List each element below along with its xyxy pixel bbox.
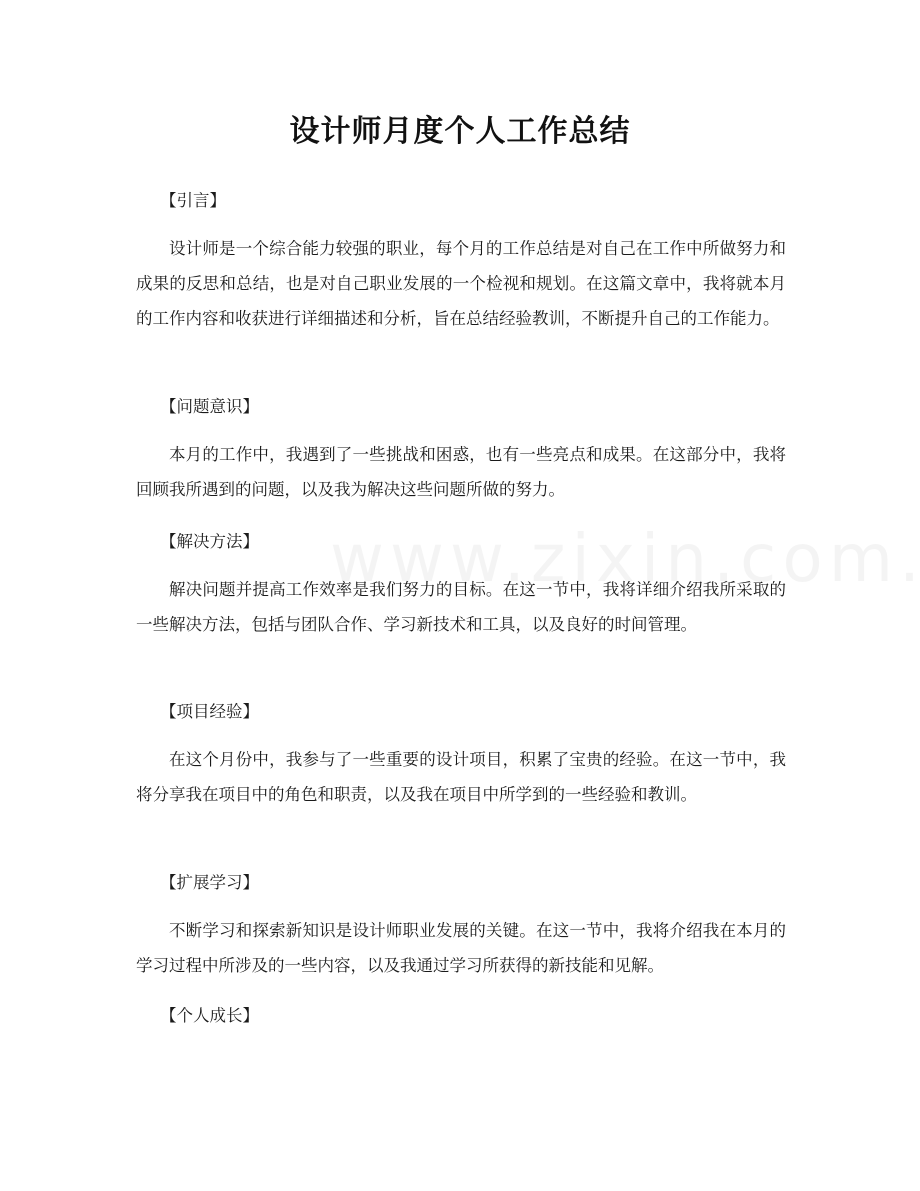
section-paragraph-projects: 在这个月份中，我参与了一些重要的设计项目，积累了宝贵的经验。在这一节中，我将分享我在项目中的角色和职责，以及我在项目中所学到的一些经验和教训。: [136, 750, 786, 804]
section-heading-problems: 【问题意识】: [160, 397, 259, 416]
section-heading-projects: 【项目经验】: [160, 702, 259, 721]
section-paragraph-learning: 不断学习和探索新知识是设计师职业发展的关键。在这一节中，我将介绍我在本月的学习过程中所涉及的一些内容，以及我通过学习所获得的新技能和见解。: [136, 921, 786, 975]
page-title: 设计师月度个人工作总结: [289, 114, 631, 149]
section-paragraph-intro: 设计师是一个综合能力较强的职业，每个月的工作总结是对自己在工作中所做努力和成果的反思和总结，也是对自己职业发展的一个检视和规划。在这篇文章中，我将就本月的工作内容和收获进行详细描述和分析，旨在总结经验教训，不断提升自己的工作能力。: [136, 239, 786, 328]
section-heading-growth: 【个人成长】: [160, 1006, 259, 1025]
section-paragraph-problems: 本月的工作中，我遇到了一些挑战和困惑，也有一些亮点和成果。在这部分中，我将回顾我所遇到的问题，以及我为解决这些问题所做的努力。: [136, 445, 786, 499]
section-heading-solutions: 【解决方法】: [160, 532, 259, 551]
section-heading-intro: 【引言】: [160, 191, 226, 210]
section-paragraph-solutions: 解决问题并提高工作效率是我们努力的目标。在这一节中，我将详细介绍我所采取的一些解决方法，包括与团队合作、学习新技术和工具，以及良好的时间管理。: [136, 580, 786, 634]
section-heading-learning: 【扩展学习】: [160, 873, 259, 892]
